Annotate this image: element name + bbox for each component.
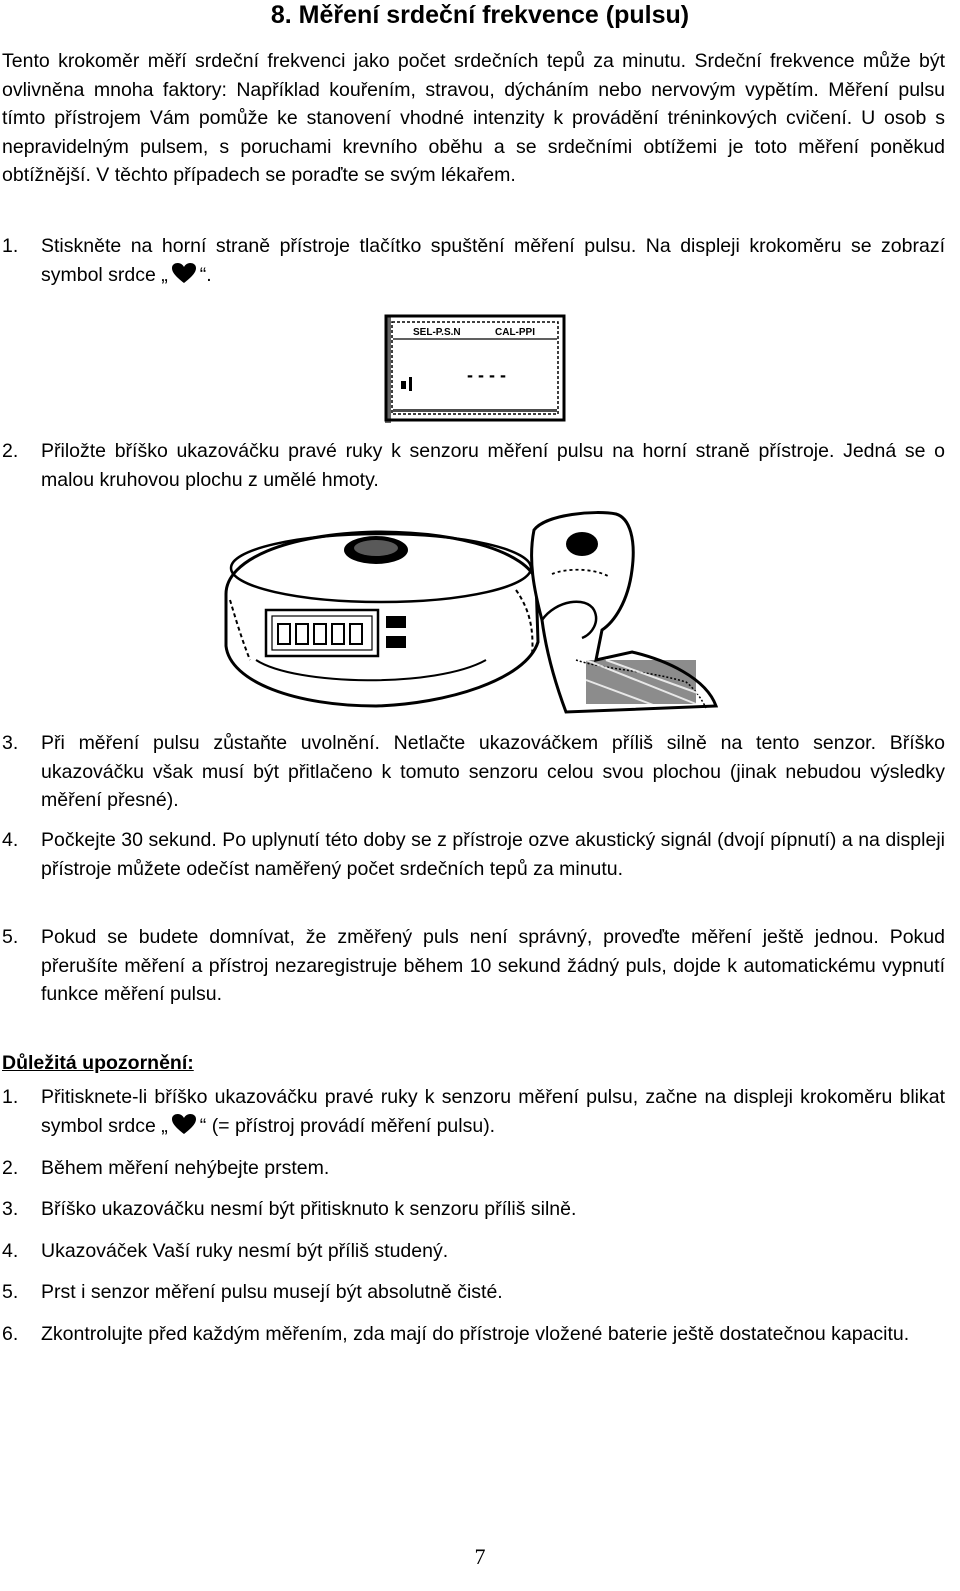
heart-icon xyxy=(171,1113,197,1135)
step-number: 1. xyxy=(2,235,19,257)
warning-number: 4. xyxy=(2,1240,19,1262)
step-5 xyxy=(2,923,945,1009)
step-3 xyxy=(2,729,945,815)
warning-number: 2. xyxy=(2,1157,19,1179)
step-text: Při měření pulsu zůstaňte uvolnění. Netlačte ukazováčkem příliš silně na tento senzor. Bříško ukazováčku však musí být přitlačeno k tomuto senzoru celou svou plochou (jinak nebudou výsledky měření přesné). xyxy=(41,732,945,811)
step-number: 4. xyxy=(2,829,19,851)
step-number: 2. xyxy=(2,440,19,462)
step-1 xyxy=(2,232,945,289)
step-number: 3. xyxy=(2,732,19,754)
step-text: Počkejte 30 sekund. Po uplynutí této doby se z přístroje ozve akustický signál (dvojí pípnutí) a na displeji přístroje můžete odečíst naměřený počet srdečních tepů za minutu. xyxy=(41,829,945,880)
warning-1 xyxy=(2,1083,945,1140)
warning-number: 3. xyxy=(2,1198,19,1220)
warning-4 xyxy=(2,1237,945,1266)
warning-3 xyxy=(2,1195,945,1224)
intro-paragraph: Tento krokoměr měří srdeční frekvenci jako počet srdečních tepů za minutu. Srdeční frekvence může být ovlivněna mnoha faktory: Například kouřením, stravou, dýcháním nebo nervovým vypětím. Měření pulsu tímto přístrojem Vám pomůže ke stanovení vhodné intenzity k provádění tréninkových cvičení. U osob s nepravidelným pulsem, s poruchami krevního oběhu a se srdečními obtížemi je toto měření poněkud obtížnější. V těchto případech se poraďte se svým lékařem. xyxy=(2,50,945,186)
section-title: 8. Měření srdeční frekvence (pulsu) xyxy=(270,1,690,29)
warning-text: Prst i senzor měření pulsu musejí být absolutně čisté. xyxy=(41,1281,503,1303)
step-text: Stiskněte na horní straně přístroje tlačítko spuštění měření pulsu. Na displeji krokoměru se zobrazí symbol srdce „ “. xyxy=(41,235,945,286)
step-4 xyxy=(2,826,945,883)
display-left-label: SEL-P.S.N xyxy=(413,327,461,338)
warnings-heading: Důležitá upozornění: xyxy=(2,1052,194,1074)
warning-number: 1. xyxy=(2,1086,19,1108)
page-number: 7 xyxy=(474,1544,486,1569)
warning-text: Během měření nehýbejte prstem. xyxy=(41,1157,330,1179)
display-illustration xyxy=(383,313,569,425)
warning-text: Přitisknete-li bříško ukazováčku pravé ruky k senzoru měření pulsu, začne na displeji krokoměru blikat symbol srdce „ “ (= přístroj provádí měření pulsu). xyxy=(41,1086,945,1137)
step-number: 5. xyxy=(2,926,19,948)
warning-text: Ukazováček Vaší ruky nesmí být příliš studený. xyxy=(41,1240,449,1262)
step-2 xyxy=(2,437,945,494)
display-readout: - - - - xyxy=(467,365,506,385)
warning-number: 6. xyxy=(2,1323,19,1345)
warning-text: Zkontrolujte před každým měřením, zda mají do přístroje vložené baterie ještě dostatečnou kapacitu. xyxy=(41,1323,910,1345)
heart-icon xyxy=(171,262,197,284)
display-right-label: CAL-PPI xyxy=(495,327,535,338)
step-text: Pokud se budete domnívat, že změřený puls není správný, proveďte měření ještě jednou. Pokud přerušíte měření a přístroj nezaregistruje během 10 sekund žádný puls, dojde k automatickému vypnutí funkce měření pulsu. xyxy=(41,926,945,1005)
warning-6 xyxy=(2,1320,945,1349)
warning-number: 5. xyxy=(2,1281,19,1303)
step-text: Přiložte bříško ukazováčku pravé ruky k senzoru měření pulsu na horní straně přístroje. Jedná se o malou kruhovou plochu z umělé hmoty. xyxy=(41,440,945,491)
warning-text: Bříško ukazováčku nesmí být přitisknuto k senzoru příliš silně. xyxy=(41,1198,577,1220)
warning-5 xyxy=(2,1278,945,1307)
pedometer-finger-illustration xyxy=(216,510,726,716)
warning-2 xyxy=(2,1154,945,1183)
